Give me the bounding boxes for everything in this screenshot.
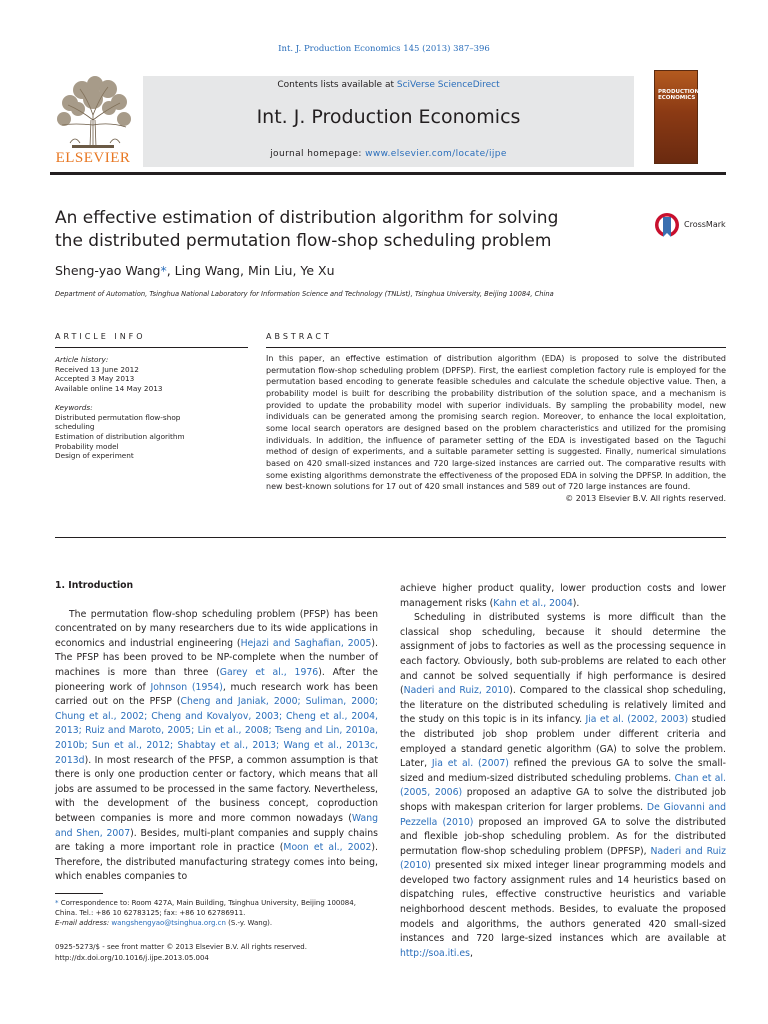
text: ). In most research of the PFSP, a common assumption is that there is only one production center or factory, which means that all jobs are assumed to be processed in the same factory. Nevertheless, with the development of the business concept, coproduction between companies is more and more common nowadays (: [55, 754, 378, 824]
citation-link[interactable]: Moon et al., 2002: [283, 842, 372, 854]
citation-link[interactable]: Johnson (1954): [150, 681, 223, 693]
abstract-rule: [266, 347, 726, 348]
text: Scheduling in distributed systems is more difficult than the classical shop scheduling, because it should determine the assignment of jobs to factories as well as the processing sequence in each factory. Obviously, both sub-problems are related to each other and cannot be solved sequentially if high performance is desired (: [400, 612, 726, 697]
text: ). Besides, multi-plant companies and supply chains are taking a more important role in practice (: [55, 827, 379, 854]
citation-link[interactable]: Jia et al. (2007): [431, 758, 509, 770]
contents-prefix: Contents lists available at: [277, 80, 397, 90]
crossmark-label: CrossMark: [684, 220, 726, 229]
accepted-date: Accepted 3 May 2013: [55, 374, 135, 384]
corresponding-author-marker[interactable]: *: [160, 263, 167, 278]
citation-link[interactable]: De Giovanni and Pezzella (2010): [400, 801, 726, 828]
keyword: Design of experiment: [55, 451, 134, 461]
journal-title: Int. J. Production Economics: [256, 106, 521, 128]
text: proposed an adaptive GA to solve the distributed job shops with makespan criterion for larger problems.: [400, 787, 727, 813]
journal-cover-image: [654, 70, 698, 164]
front-matter: [55, 942, 378, 964]
crossmark-button[interactable]: [654, 211, 734, 243]
citation-link[interactable]: Naderi and Ruiz (2010): [400, 845, 726, 872]
text: ). The PFSP has been proved to be NP-complete when the number of machines is more than three (: [55, 637, 379, 678]
homepage-line: [143, 149, 634, 159]
cover-line2: ECONOMICS: [658, 95, 696, 101]
sciencedirect-link[interactable]: SciVerse ScienceDirect: [396, 80, 500, 90]
article-title: [55, 207, 615, 253]
footnote-text: Correspondence to: Room 427A, Main Building, Tsinghua University, Beijing 100084, China. Tel.: +86 10 62783125; fax: +86 10 62786911.: [55, 899, 356, 917]
copyright-notice: © 2013 Elsevier B.V. All rights reserved.: [565, 493, 726, 503]
citation-link[interactable]: Cheng and Janiak, 2000; Suliman, 2000; Chung et al., 2002; Cheng and Kovalyov, 2003; Cheng et al., 2004, 2013; Ruiz and Maroto, 2005; Lin et al., 2008; Tseng and Lin, 2010a, 2010b; Sun et al., 2012; Shabtay et al., 2013; Wang et al., 2013c, 2013d: [55, 696, 378, 766]
crossmark-icon: [654, 211, 680, 241]
text: achieve higher product quality, lower production costs and lower management risks (: [400, 583, 726, 609]
cover-text: [658, 89, 699, 101]
text: proposed an improved GA to solve the distributed and flexible job-shop scheduling problem. As for the distributed permutation flow-shop scheduling problem (DPFSP),: [400, 816, 726, 857]
text: , much research work has been carried out on the PFSP (: [55, 681, 378, 708]
author-rest: , Ling Wang, Min Liu, Ye Xu: [166, 263, 335, 278]
citation-link[interactable]: Wang and Shen, 2007: [55, 812, 378, 839]
issn-line: 0925-5273/$ - see front matter © 2013 Elsevier B.V. All rights reserved.: [55, 943, 307, 951]
citation-link[interactable]: Hejazi and Saghafian, 2005: [240, 637, 372, 649]
citation-link[interactable]: Garey et al., 1976: [219, 666, 319, 678]
article-info-heading: ARTICLE INFO: [55, 332, 146, 341]
text: ). Compared to the classical shop scheduling, the literature on the distributed scheduling is relatively limited and the study on this topic is in its infancy.: [400, 685, 726, 726]
email-link[interactable]: wangshengyao@tsinghua.org.cn: [111, 919, 226, 927]
abstract-body: [266, 353, 726, 505]
text: ,: [470, 947, 473, 959]
header-rule: [50, 172, 726, 175]
citation-link[interactable]: Kahn et al., 2004: [493, 597, 573, 609]
abstract-heading: ABSTRACT: [266, 332, 332, 341]
footnote-rule: [55, 893, 103, 894]
title-line-2: the distributed permutation flow-shop scheduling problem: [55, 231, 552, 251]
text: ). After the pioneering work of: [55, 666, 378, 693]
history-label: Article history:: [55, 355, 109, 364]
paragraph: [400, 582, 726, 611]
right-column: [400, 582, 726, 961]
publisher-wordmark: ELSEVIER: [55, 150, 131, 166]
email-label: E-mail address:: [55, 919, 112, 927]
text: ). Therefore, the distributed manufacturing strategy comes into being, which enables companies to: [55, 842, 378, 883]
citation-link[interactable]: Naderi and Ruiz, 2010: [403, 685, 510, 697]
text: The permutation flow-shop scheduling problem (PFSP) has been concentrated on by many researchers due to its wide applications in economics and industrial engineering (: [55, 608, 378, 649]
paragraph: [55, 608, 378, 885]
author-first: Sheng-yao Wang: [55, 263, 161, 278]
text: ).: [572, 597, 580, 609]
citation-link[interactable]: Jia et al. (2002, 2003): [585, 714, 689, 726]
text: studied the distributed job shop problem under different criteria and employed a standard genetic algorithm (GA) to solve the problem. Later,: [400, 714, 726, 770]
homepage-prefix: journal homepage:: [270, 149, 366, 159]
footnote-marker[interactable]: *: [55, 899, 59, 907]
journal-reference[interactable]: Int. J. Production Economics 145 (2013) 387–396: [278, 44, 490, 54]
journal-header: [143, 76, 634, 167]
keyword-continued: scheduling: [55, 422, 95, 432]
keyword: Probability model: [55, 441, 119, 451]
keyword: Estimation of distribution algorithm: [55, 431, 185, 441]
journal-homepage-link[interactable]: www.elsevier.com/locate/ijpe: [365, 149, 507, 159]
abstract-text: In this paper, an effective estimation of distribution algorithm (EDA) is proposed to solve the distributed permutation flow-shop scheduling problem (DPFSP). First, the earliest completion factory rule is employed for the permutation based encoding to generate feasible schedules and calculate the schedule objective value. Then, a probability model is built for describing the probability distribution of the solution space, and a mechanism is provided to update the probability model with superior individuals. By sampling the probability model, new individuals can be generated among the promising search region. Moreover, to enhance the local exploitation, some local search operators are designed based on the problem characteristics and utilized for the promising individuals. In addition, the influence of parameter setting of the EDA is investigated based on the Taguchi method of design of experiments, and a suitable parameter setting is suggested. Finally, numerical simulations based on 420 small-sized instances and 720 large-sized instances are carried out. The comparative results with some existing algorithms demonstrate the effectiveness of the proposed EDA in solving the DPFSP. In addition, the new best-known solutions for 17 out of 420 small instances and 589 out of 720 large instances are found.: [266, 354, 726, 492]
left-column: [55, 579, 378, 885]
affiliation: Department of Automation, Tsinghua National Laboratory for Information Science and Technology (TNList), Tsinghua University, Beijing 10084, China: [55, 290, 554, 298]
url-link[interactable]: http://soa.iti.es: [400, 947, 470, 959]
article-info-rule: [55, 347, 248, 348]
received-date: Received 13 June 2012: [55, 364, 139, 374]
title-line-1: An effective estimation of distribution algorithm for solving: [55, 208, 559, 228]
contents-line: [143, 80, 634, 90]
citation-link[interactable]: Chan et al. (2005, 2006): [400, 772, 727, 799]
footnote: [55, 898, 378, 928]
text: presented six mixed integer linear programming models and developed two factory assignment rules and 14 heuristics based on dispatching rules, effective constructive heuristics and variable neighborhood descent methods. Besides, to evaluate the proposed models and algorithms, the authors generated 420 small-sized instances and 720 large-sized instances which are available at: [400, 860, 726, 945]
author-list: [55, 263, 335, 278]
paragraph: [400, 611, 726, 961]
email-suffix: (S.-y. Wang).: [225, 919, 273, 927]
doi-link[interactable]: http://dx.doi.org/10.1016/j.ijpe.2013.05.004: [55, 954, 209, 962]
online-date: Available online 14 May 2013: [55, 384, 163, 394]
article-info: [55, 355, 248, 461]
keywords-label: Keywords:: [55, 402, 93, 412]
keyword: Distributed permutation flow-shop: [55, 412, 181, 422]
abstract-bottom-rule: [55, 537, 726, 538]
text: refined the previous GA to solve the small-sized and medium-sized distributed scheduling problems.: [400, 758, 726, 784]
cover-line1: PRODUCTION: [658, 89, 700, 95]
section-heading: 1. Introduction: [55, 580, 134, 591]
